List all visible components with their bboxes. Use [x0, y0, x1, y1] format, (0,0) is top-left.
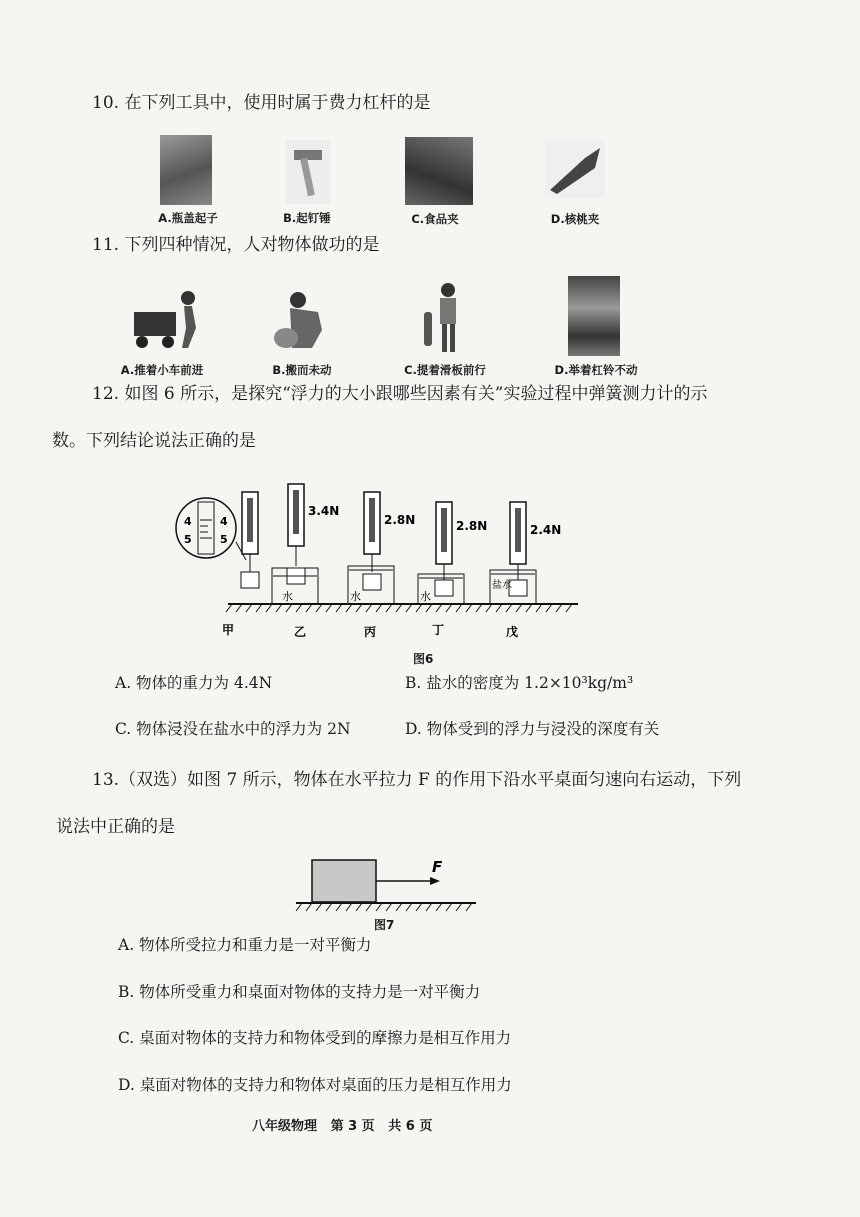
food-tongs-photo-icon	[405, 137, 473, 205]
meter-bing	[348, 492, 415, 604]
meter-jia	[241, 492, 259, 588]
page-footer: 八年级物理 第 3 页 共 6 页	[252, 1119, 433, 1134]
q13-stem-line1: 13.（双选）如图 7 所示，物体在水平拉力 F 的作用下沿水平桌面匀速向右运动，下列	[92, 770, 742, 790]
tick-5-left: 5	[184, 533, 192, 546]
station-jia: 甲	[222, 623, 235, 637]
liquid-wu: 盐水	[492, 580, 512, 591]
q10-option-d: D.核桃夹	[550, 212, 600, 226]
carrying-skateboard-illustration-icon	[420, 282, 472, 358]
q12-option-c: C. 物体浸没在盐水中的浮力为 2N	[115, 720, 351, 738]
q10-stem: 10. 在下列工具中，使用时属于费力杠杆的是	[92, 93, 431, 113]
tick-4-left: 4	[184, 515, 192, 528]
reading-wu: 2.4N	[530, 523, 562, 537]
q12-option-b: B. 盐水的密度为 1.2×10³kg/m³	[405, 674, 634, 692]
station-ding: 丁	[432, 623, 445, 637]
q11-option-d: D.举着杠铃不动	[554, 363, 638, 377]
ground-hatching	[226, 604, 572, 612]
figure-7-caption: 图7	[374, 918, 395, 932]
liquid-bing: 水	[350, 590, 361, 603]
q11-option-a: A.推着小车前进	[120, 363, 204, 377]
q11-stem: 11. 下列四种情况，人对物体做功的是	[92, 235, 380, 255]
station-yi: 乙	[294, 625, 307, 639]
figure-7	[290, 850, 490, 920]
q12-stem-line2: 数。下列结论说法正确的是	[52, 431, 256, 451]
scale-magnifier	[176, 498, 246, 560]
block	[312, 860, 376, 902]
figure-6	[170, 480, 590, 650]
station-bing: 丙	[364, 625, 377, 639]
nutcracker-photo-icon	[545, 140, 605, 198]
tick-5-right: 5	[220, 533, 228, 546]
q13-option-d: D. 桌面对物体的支持力和物体对桌面的压力是相互作用力	[118, 1076, 512, 1094]
liquid-ding: 水	[420, 590, 431, 603]
q11-option-c: C.提着滑板前行	[404, 363, 486, 377]
tick-4-right: 4	[220, 515, 228, 528]
q12-stem-line1: 12. 如图 6 所示，是探究“浮力的大小跟哪些因素有关”实验过程中弹簧测力计的示	[92, 384, 708, 404]
meter-yi	[272, 484, 339, 604]
reading-ding: 2.8N	[456, 519, 488, 533]
reading-yi: 3.4N	[308, 504, 340, 518]
q12-option-a: A. 物体的重力为 4.4N	[115, 674, 273, 692]
lifting-stone-illustration-icon	[272, 290, 334, 352]
q13-stem-line2: 说法中正确的是	[56, 817, 175, 837]
holding-barbell-photo-icon	[568, 276, 620, 356]
bottle-opener-photo-icon	[160, 135, 212, 205]
claw-hammer-photo-icon	[286, 140, 330, 204]
liquid-yi: 水	[282, 590, 293, 603]
meter-ding	[418, 502, 487, 604]
reading-bing: 2.8N	[384, 513, 416, 527]
figure-6-caption: 图6	[413, 652, 434, 666]
pushing-cart-illustration-icon	[130, 288, 208, 352]
station-wu: 戊	[506, 625, 519, 639]
q11-option-b: B.搬而未动	[272, 363, 332, 377]
q12-option-d: D. 物体受到的浮力与浸没的深度有关	[405, 720, 660, 738]
meter-wu	[490, 502, 561, 604]
force-label: F	[432, 858, 443, 876]
q13-option-c: C. 桌面对物体的支持力和物体受到的摩擦力是相互作用力	[118, 1029, 512, 1047]
q10-option-a: A.瓶盖起子	[158, 211, 218, 225]
q13-option-b: B. 物体所受重力和桌面对物体的支持力是一对平衡力	[118, 983, 481, 1001]
q13-option-a: A. 物体所受拉力和重力是一对平衡力	[118, 936, 372, 954]
q10-option-c: C.食品夹	[411, 212, 459, 226]
q10-option-b: B.起钉锤	[283, 211, 331, 225]
